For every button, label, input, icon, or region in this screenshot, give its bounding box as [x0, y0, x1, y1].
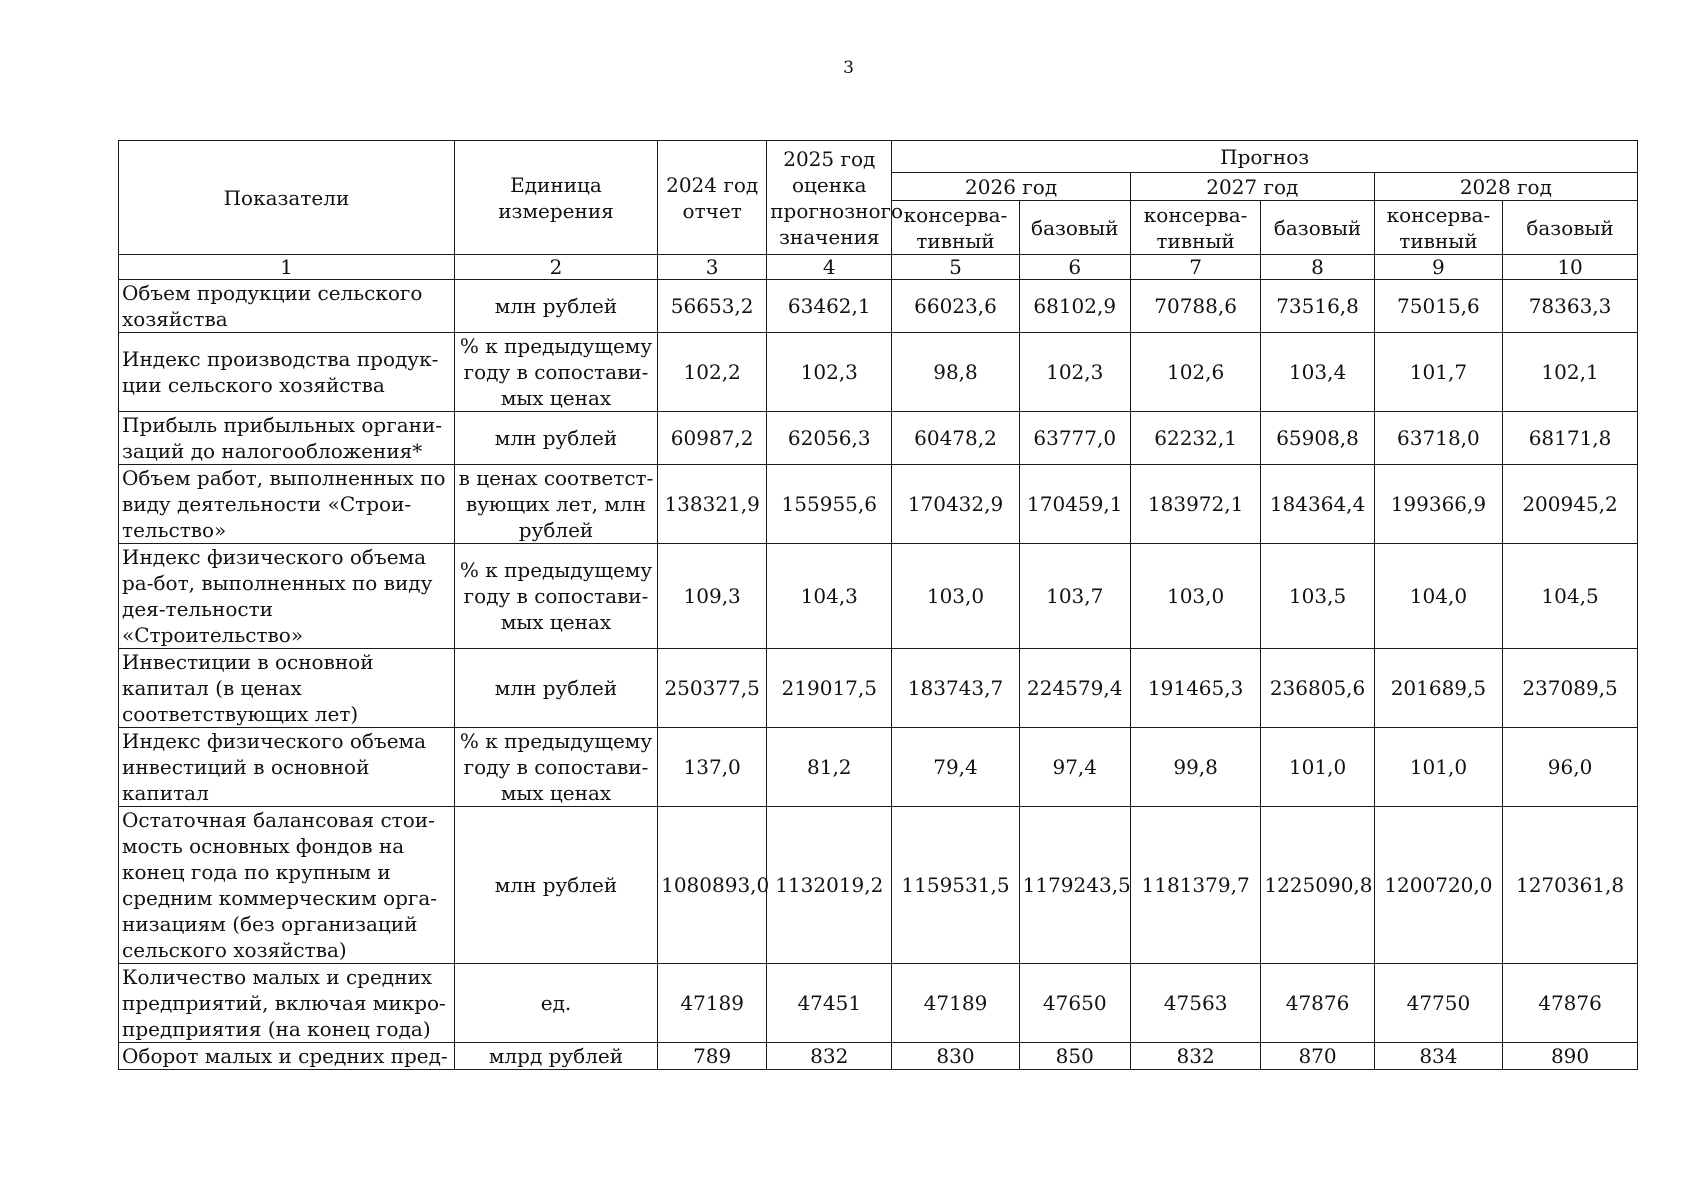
- value-cell: 103,7: [1019, 544, 1130, 649]
- value-cell: 236805,6: [1261, 649, 1374, 728]
- column-number: 3: [658, 255, 767, 280]
- header-2026-conservative: консерва-тивный: [892, 201, 1019, 255]
- value-cell: 104,5: [1503, 544, 1638, 649]
- header-year-2028: 2028 год: [1374, 173, 1637, 201]
- row-indicator: Объем работ, выполненных по виду деятельности «Строи-тельство»: [119, 465, 455, 544]
- value-cell: 56653,2: [658, 280, 767, 333]
- value-cell: 102,1: [1503, 333, 1638, 412]
- value-cell: 1181379,7: [1130, 807, 1261, 964]
- value-cell: 78363,3: [1503, 280, 1638, 333]
- value-cell: 63777,0: [1019, 412, 1130, 465]
- value-cell: 102,3: [1019, 333, 1130, 412]
- value-cell: 1200720,0: [1374, 807, 1502, 964]
- table-row: [119, 465, 1638, 544]
- column-number: 5: [892, 255, 1019, 280]
- row-unit: млн рублей: [454, 807, 657, 964]
- value-cell: 183743,7: [892, 649, 1019, 728]
- value-cell: 75015,6: [1374, 280, 1502, 333]
- value-cell: 832: [767, 1043, 892, 1070]
- value-cell: 224579,4: [1019, 649, 1130, 728]
- value-cell: 47650: [1019, 964, 1130, 1043]
- value-cell: 138321,9: [658, 465, 767, 544]
- value-cell: 62056,3: [767, 412, 892, 465]
- value-cell: 98,8: [892, 333, 1019, 412]
- value-cell: 1225090,8: [1261, 807, 1374, 964]
- value-cell: 63718,0: [1374, 412, 1502, 465]
- row-indicator: Индекс физического объема ра-бот, выполненных по виду дея-тельности «Строительство»: [119, 544, 455, 649]
- value-cell: 170432,9: [892, 465, 1019, 544]
- row-indicator: Прибыль прибыльных органи-заций до налогообложения*: [119, 412, 455, 465]
- row-indicator: Количество малых и средних предприятий, включая микро-предприятия (на конец года): [119, 964, 455, 1043]
- value-cell: 237089,5: [1503, 649, 1638, 728]
- header-2028-base: базовый: [1503, 201, 1638, 255]
- header-year-2027: 2027 год: [1130, 173, 1374, 201]
- value-cell: 68102,9: [1019, 280, 1130, 333]
- column-number: 8: [1261, 255, 1374, 280]
- value-cell: 65908,8: [1261, 412, 1374, 465]
- value-cell: 832: [1130, 1043, 1261, 1070]
- header-2026-base: базовый: [1019, 201, 1130, 255]
- value-cell: 47189: [892, 964, 1019, 1043]
- value-cell: 73516,8: [1261, 280, 1374, 333]
- column-number: 9: [1374, 255, 1502, 280]
- header-forecast: Прогноз: [892, 141, 1638, 173]
- header-2027-conservative: консерва-тивный: [1130, 201, 1261, 255]
- value-cell: 101,0: [1261, 728, 1374, 807]
- value-cell: 170459,1: [1019, 465, 1130, 544]
- value-cell: 870: [1261, 1043, 1374, 1070]
- value-cell: 834: [1374, 1043, 1502, 1070]
- value-cell: 47451: [767, 964, 892, 1043]
- value-cell: 62232,1: [1130, 412, 1261, 465]
- table-row: [119, 964, 1638, 1043]
- page-number: 3: [843, 58, 854, 78]
- value-cell: 47876: [1261, 964, 1374, 1043]
- value-cell: 101,7: [1374, 333, 1502, 412]
- row-indicator: Объем продукции сельского хозяйства: [119, 280, 455, 333]
- table-row: [119, 333, 1638, 412]
- row-indicator: Оборот малых и средних пред-: [119, 1043, 455, 1070]
- value-cell: 184364,4: [1261, 465, 1374, 544]
- value-cell: 47750: [1374, 964, 1502, 1043]
- row-indicator: Индекс физического объема инвестиций в основной капитал: [119, 728, 455, 807]
- value-cell: 79,4: [892, 728, 1019, 807]
- header-indicator: Показатели: [119, 141, 455, 255]
- table-row: [119, 649, 1638, 728]
- column-number: 1: [119, 255, 455, 280]
- row-unit: % к предыдущему году в сопостави-мых ценах: [454, 544, 657, 649]
- value-cell: 1159531,5: [892, 807, 1019, 964]
- header-2027-base: базовый: [1261, 201, 1374, 255]
- row-unit: млн рублей: [454, 280, 657, 333]
- value-cell: 850: [1019, 1043, 1130, 1070]
- row-unit: ед.: [454, 964, 657, 1043]
- row-unit: % к предыдущему году в сопостави-мых ценах: [454, 333, 657, 412]
- row-unit: млн рублей: [454, 412, 657, 465]
- header-2025: 2025 год оценка прогнозного значения: [767, 141, 892, 255]
- value-cell: 102,2: [658, 333, 767, 412]
- column-number: 6: [1019, 255, 1130, 280]
- value-cell: 81,2: [767, 728, 892, 807]
- row-unit: % к предыдущему году в сопостави-мых ценах: [454, 728, 657, 807]
- header-2024: 2024 год отчет: [658, 141, 767, 255]
- value-cell: 137,0: [658, 728, 767, 807]
- table-row: [119, 544, 1638, 649]
- column-number: 10: [1503, 255, 1638, 280]
- value-cell: 200945,2: [1503, 465, 1638, 544]
- column-number: 2: [454, 255, 657, 280]
- header-2028-conservative: консерва-тивный: [1374, 201, 1502, 255]
- value-cell: 97,4: [1019, 728, 1130, 807]
- value-cell: 63462,1: [767, 280, 892, 333]
- table-row: [119, 412, 1638, 465]
- value-cell: 103,0: [1130, 544, 1261, 649]
- column-number-row: [119, 255, 1638, 280]
- value-cell: 103,4: [1261, 333, 1374, 412]
- table-row: [119, 807, 1638, 964]
- column-number: 7: [1130, 255, 1261, 280]
- value-cell: 102,6: [1130, 333, 1261, 412]
- value-cell: 66023,6: [892, 280, 1019, 333]
- row-indicator: Остаточная балансовая стои-мость основных фондов на конец года по крупным и средним коммерческим орга-низациям (без организаций сельского хозяйства): [119, 807, 455, 964]
- value-cell: 60478,2: [892, 412, 1019, 465]
- value-cell: 104,0: [1374, 544, 1502, 649]
- value-cell: 99,8: [1130, 728, 1261, 807]
- value-cell: 199366,9: [1374, 465, 1502, 544]
- header-year-2026: 2026 год: [892, 173, 1131, 201]
- table-row: [119, 280, 1638, 333]
- value-cell: 47189: [658, 964, 767, 1043]
- row-unit: млн рублей: [454, 649, 657, 728]
- forecast-table: [118, 140, 1638, 1070]
- value-cell: 101,0: [1374, 728, 1502, 807]
- table-row: [119, 1043, 1638, 1070]
- value-cell: 109,3: [658, 544, 767, 649]
- value-cell: 103,5: [1261, 544, 1374, 649]
- value-cell: 103,0: [892, 544, 1019, 649]
- table-row: [119, 728, 1638, 807]
- row-indicator: Индекс производства продук-ции сельского хозяйства: [119, 333, 455, 412]
- column-number: 4: [767, 255, 892, 280]
- value-cell: 1270361,8: [1503, 807, 1638, 964]
- row-unit: в ценах соответст-вующих лет, млн рублей: [454, 465, 657, 544]
- row-unit: млрд рублей: [454, 1043, 657, 1070]
- header-unit: Единица измерения: [454, 141, 657, 255]
- value-cell: 70788,6: [1130, 280, 1261, 333]
- value-cell: 104,3: [767, 544, 892, 649]
- value-cell: 1179243,5: [1019, 807, 1130, 964]
- value-cell: 60987,2: [658, 412, 767, 465]
- value-cell: 219017,5: [767, 649, 892, 728]
- value-cell: 250377,5: [658, 649, 767, 728]
- value-cell: 1132019,2: [767, 807, 892, 964]
- value-cell: 183972,1: [1130, 465, 1261, 544]
- value-cell: 191465,3: [1130, 649, 1261, 728]
- value-cell: 47563: [1130, 964, 1261, 1043]
- value-cell: 789: [658, 1043, 767, 1070]
- value-cell: 155955,6: [767, 465, 892, 544]
- value-cell: 96,0: [1503, 728, 1638, 807]
- value-cell: 830: [892, 1043, 1019, 1070]
- row-indicator: Инвестиции в основной капитал (в ценах соответствующих лет): [119, 649, 455, 728]
- value-cell: 47876: [1503, 964, 1638, 1043]
- value-cell: 201689,5: [1374, 649, 1502, 728]
- value-cell: 890: [1503, 1043, 1638, 1070]
- value-cell: 102,3: [767, 333, 892, 412]
- value-cell: 68171,8: [1503, 412, 1638, 465]
- value-cell: 1080893,0: [658, 807, 767, 964]
